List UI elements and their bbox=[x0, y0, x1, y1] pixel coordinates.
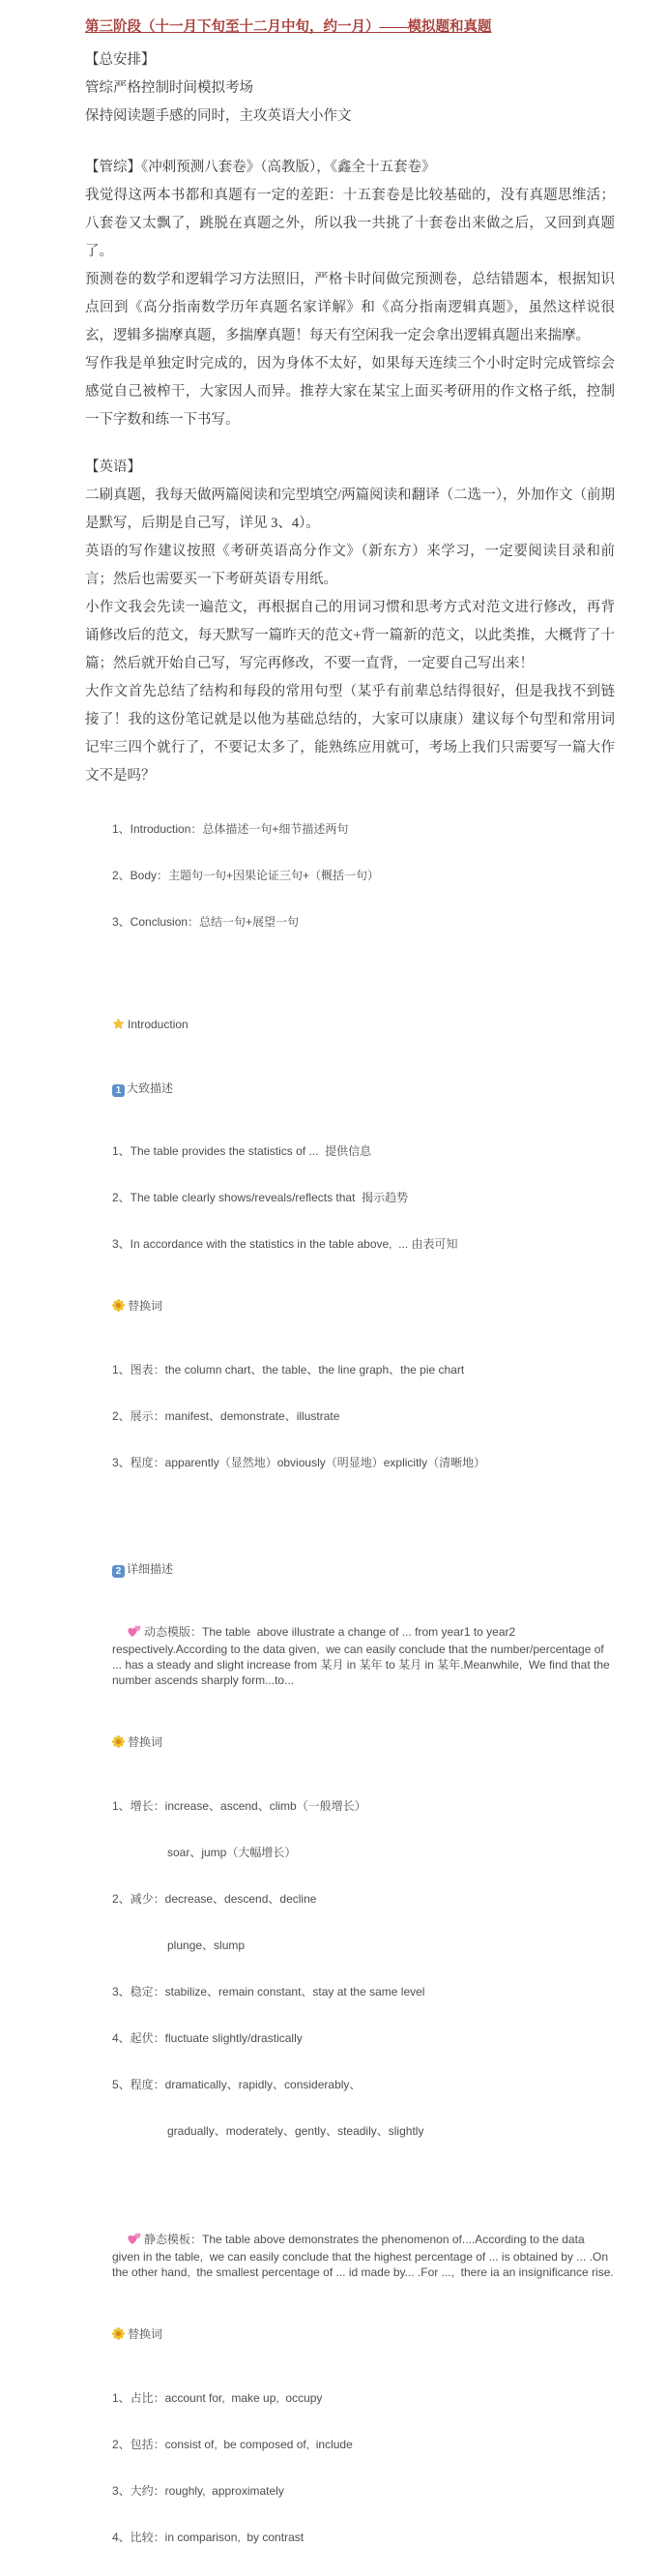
static-template-paragraph bbox=[112, 2232, 615, 2280]
guanzong-paragraph-1: 我觉得这两本书都和真题有一定的差距：十五套卷是比较基础的，没有真题思维活；八套卷又太飘了，跳脱在真题之外，所以我一共挑了十套卷出来做之后，又回到真题了。 bbox=[85, 188, 615, 259]
trend-synonym-item: 4、起伏：fluctuate slightly/drastically bbox=[112, 2031, 303, 2045]
detailed-description-label: 详细描述 bbox=[127, 1562, 174, 1576]
synonyms-label: 替换词 bbox=[128, 1299, 163, 1313]
sunflower-icon bbox=[112, 1299, 125, 1316]
intro-sentence: 3、In accordance with the statistics in the table above, ... 由表可知 bbox=[112, 1237, 458, 1251]
synonyms-heading-row bbox=[112, 1734, 615, 1752]
essay-structure-item: 2、Body：主题句一句+因果论证三句+（概括一句） bbox=[112, 869, 380, 882]
double-hearts-icon bbox=[128, 2233, 141, 2249]
dynamic-template-label: 动态模版： bbox=[144, 1625, 203, 1639]
synonyms-heading-row bbox=[112, 2326, 615, 2344]
synonyms-heading-row bbox=[112, 1298, 615, 1316]
essay-structure-item: 1、Introduction：总体描述一句+细节描述两句 bbox=[112, 822, 349, 836]
trend-synonym-item: 5、程度：dramatically、rapidly、considerably、 bbox=[112, 2078, 362, 2091]
static-synonym-item: 3、大约：roughly, approximately bbox=[112, 2484, 284, 2498]
static-template-text: The table above demonstrates the phenomenon of....According to the data given in the table, we can easily conclude that the highest percentage of ... is obtained by ... .On the other hand, the smallest percentage of ... id made by... .For ..., there ia an insignificance rise. bbox=[112, 2233, 614, 2279]
guanzong-paragraph-3: 写作我是单独定时完成的，因为身体不太好，如果每天连续三个小时定时完成管综会感觉自己被榨干，大家因人而异。推荐大家在某宝上面买考研用的作文格子纸，控制一下字数和练一下书写。 bbox=[85, 356, 615, 428]
trend-synonym-continuation: gradually、moderately、gently、steadily、slightly bbox=[167, 2124, 424, 2138]
page-title: 第三阶段（十一月下旬至十二月中旬，约一月）——模拟题和真题 bbox=[85, 19, 492, 35]
badge-2-icon: 2 bbox=[112, 1565, 125, 1578]
essay-structure-item: 3、Conclusion：总结一句+展望一句 bbox=[112, 915, 300, 929]
general-description-label: 大致描述 bbox=[127, 1081, 174, 1095]
detailed-description-row bbox=[112, 1561, 615, 1578]
badge-1-icon: 1 bbox=[112, 1084, 125, 1097]
english-paragraph-2: 英语的写作建议按照《考研英语高分作文》（新东方）来学习，一定要阅读目录和前言；然后也需要买一下考研英语专用纸。 bbox=[85, 544, 615, 587]
detailed-description-block bbox=[112, 1515, 615, 2170]
synonym-item: 1、图表：the column chart、the table、the line graph、the pie chart bbox=[112, 1363, 465, 1377]
synonyms-label: 替换词 bbox=[128, 1735, 163, 1749]
overall-line-1: 管综严格控制时间模拟考场 bbox=[85, 80, 253, 96]
static-synonym-item: 4、比较：in comparison, by contrast bbox=[112, 2531, 304, 2544]
essay-structure-list bbox=[112, 790, 615, 961]
trend-synonym-continuation: soar、jump（大幅增长） bbox=[167, 1846, 297, 1859]
introduction-heading: Introduction bbox=[128, 1018, 188, 1031]
english-heading: 【英语】 bbox=[85, 459, 141, 475]
introduction-block bbox=[112, 970, 615, 1501]
trend-synonym-continuation: plunge、slump bbox=[167, 1939, 246, 1952]
trend-synonym-item: 1、增长：increase、ascend、climb（一般增长） bbox=[112, 1799, 366, 1813]
general-description-row bbox=[112, 1081, 615, 1097]
synonyms-label: 替换词 bbox=[128, 2327, 163, 2341]
guanzong-heading: 【管综】《冲刺预测八套卷》（高教版），《鑫全十五套卷》 bbox=[85, 160, 436, 175]
intro-sentence: 1、The table provides the statistics of ... 提供信息 bbox=[112, 1144, 372, 1158]
static-synonym-item: 2、包括：consist of, be composed of, include bbox=[112, 2438, 353, 2451]
english-paragraph-3: 小作文我会先读一遍范文，再根据自己的用词习惯和思考方式对范文进行修改，再背诵修改后的范文，每天默写一篇昨天的范文+背一篇新的范文，以此类推，大概背了十篇；然后就开始自己写，写完再修改，不要一直背，一定要自己写出来！ bbox=[85, 600, 615, 671]
synonym-item: 3、程度：apparently（显然地）obviously（明显地）explicitly（清晰地） bbox=[112, 1456, 486, 1469]
sunflower-icon bbox=[112, 1735, 125, 1752]
dynamic-template-text: The table above illustrate a change of ... from year1 to year2 respectively.According to the data given, we can easily conclude that the number/percentage of ... has a steady and slight increase from 某月 in 某年 to 某月 in 某年.Meanwhile, We find that the number ascends sharply form...to... bbox=[112, 1625, 614, 1687]
double-hearts-icon bbox=[128, 1625, 141, 1642]
star-icon bbox=[112, 1018, 125, 1034]
sunflower-icon bbox=[112, 2327, 125, 2344]
intro-sentence: 2、The table clearly shows/reveals/reflects that 揭示趋势 bbox=[112, 1191, 409, 1204]
trend-synonym-item: 2、减少：decrease、descend、decline bbox=[112, 1892, 317, 1906]
dynamic-template-paragraph bbox=[112, 1624, 615, 1688]
static-synonym-item: 1、占比：account for, make up, occupy bbox=[112, 2391, 323, 2405]
trend-synonym-item: 3、稳定：stabilize、remain constant、stay at the same level bbox=[112, 1985, 425, 1999]
overall-line-2: 保持阅读题手感的同时，主攻英语大小作文 bbox=[85, 108, 352, 124]
overall-heading: 【总安排】 bbox=[85, 52, 156, 68]
guanzong-paragraph-2: 预测卷的数学和逻辑学习方法照旧，严格卡时间做完预测卷，总结错题本，根据知识点回到《高分指南数学历年真题名家详解》和《高分指南逻辑真题》，虽然这样说很玄，逻辑多揣摩真题，多揣摩真题！每天有空闲我一定会拿出逻辑真题出来揣摩。 bbox=[85, 272, 615, 343]
synonym-item: 2、展示：manifest、demonstrate、illustrate bbox=[112, 1409, 340, 1423]
english-paragraph-4: 大作文首先总结了结构和每段的常用句型（某乎有前辈总结得很好，但是我找不到链接了！我的这份笔记就是以他为基础总结的，大家可以康康）建议每个句型和常用词记牢三四个就行了，不要记太多了，能熟练应用就可，考场上我们只需要写一篇大作文不是吗？ bbox=[85, 684, 615, 784]
english-paragraph-1: 二刷真题，我每天做两篇阅读和完型填空/两篇阅读和翻译（二选一），外加作文（前期是默写，后期是自己写，详见 3、4）。 bbox=[85, 488, 615, 531]
introduction-heading-row bbox=[112, 1017, 615, 1034]
static-template-label: 静态模板： bbox=[144, 2233, 203, 2246]
static-template-block bbox=[112, 2185, 615, 2576]
